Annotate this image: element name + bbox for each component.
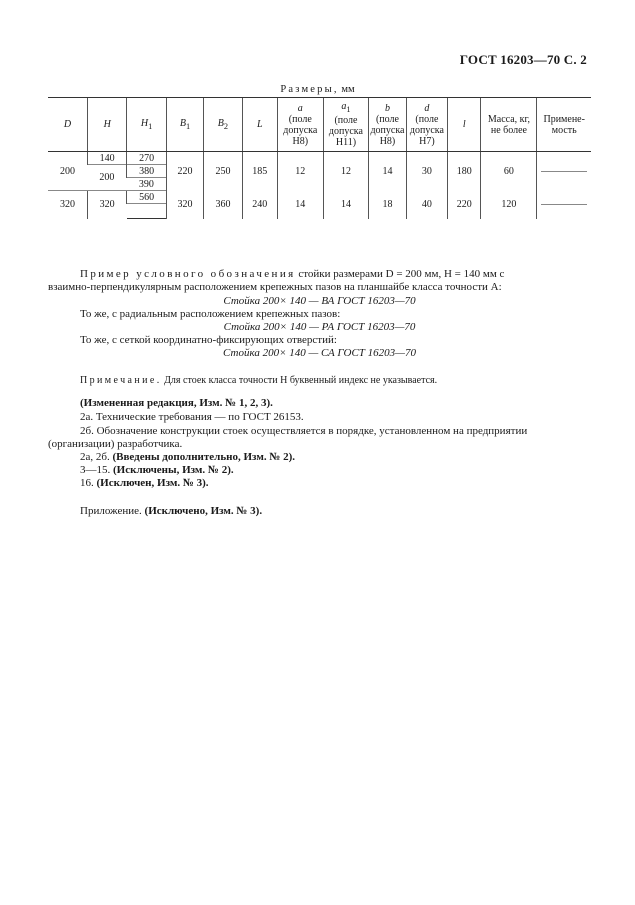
header-B1: $B_1$ bbox=[166, 98, 203, 152]
cell-use bbox=[537, 191, 591, 219]
paragraph-3-15: 3—15. (Исключены, Изм. № 2). bbox=[80, 464, 234, 476]
paragraph-appendix: Приложение. (Исключено, Изм. № 3). bbox=[80, 505, 263, 517]
cell-L: 240 bbox=[242, 191, 277, 219]
caption-label: Размеры, bbox=[280, 84, 339, 95]
cell-l: 220 bbox=[448, 191, 481, 219]
note-label: Примечание. bbox=[80, 375, 162, 386]
paragraph-2a: 2а. Технические требования — по ГОСТ 26153. bbox=[80, 411, 304, 423]
header-H1: $H_1$ bbox=[127, 98, 166, 152]
cell-a1: 14 bbox=[323, 191, 369, 219]
cell-d: 30 bbox=[406, 152, 448, 191]
cell-D: 320 bbox=[48, 191, 87, 219]
cell-H: 140 bbox=[87, 152, 126, 165]
table-row bbox=[48, 152, 591, 165]
dash-mark bbox=[541, 204, 587, 205]
cell-H1: 560 bbox=[127, 191, 166, 204]
cell-use bbox=[537, 152, 591, 191]
cell-l: 180 bbox=[448, 152, 481, 191]
designation-2: Стойка 200× 140 — РА ГОСТ 16203—70 bbox=[223, 321, 416, 333]
header-use: Примене- мость bbox=[537, 98, 591, 152]
header-a: a (поле допуска H8) bbox=[277, 98, 323, 152]
cell-H: 320 bbox=[87, 191, 126, 219]
cell-H1: 380 bbox=[127, 165, 166, 178]
paragraph-16: 16. (Исключен, Изм. № 3). bbox=[80, 477, 209, 489]
header-l: l bbox=[448, 98, 481, 152]
cell-d: 40 bbox=[406, 191, 448, 219]
note-text: Для стоек класса точности Н буквенный индекс не указывается. bbox=[161, 375, 438, 386]
cell-H1-empty bbox=[127, 204, 166, 219]
header-b: b (поле допуска H8) bbox=[369, 98, 406, 152]
example-line-1 bbox=[48, 268, 591, 281]
dimensions-table bbox=[48, 97, 591, 219]
cell-b: 18 bbox=[369, 191, 406, 219]
note bbox=[48, 374, 591, 387]
cell-B2: 250 bbox=[204, 152, 242, 191]
example-label: Пример условного обозначения bbox=[80, 268, 296, 280]
cell-mass: 120 bbox=[481, 191, 537, 219]
paragraph-2b-line2: (организации) разработчика. bbox=[48, 438, 183, 450]
table-caption bbox=[0, 84, 635, 95]
designation-3: Стойка 200× 140 — СА ГОСТ 16203—70 bbox=[223, 347, 416, 359]
table-header-row bbox=[48, 98, 591, 152]
cell-B2: 360 bbox=[204, 191, 242, 219]
paragraph-revision: (Измененная редакция, Изм. № 1, 2, 3). bbox=[80, 397, 273, 409]
caption-unit: мм bbox=[341, 84, 355, 95]
example-rest: стойки размерами D = 200 мм, H = 140 мм с bbox=[295, 268, 505, 280]
header-L: L bbox=[242, 98, 277, 152]
cell-mass: 60 bbox=[481, 152, 537, 191]
cell-H: 200 bbox=[87, 165, 126, 191]
dash-mark bbox=[541, 171, 587, 172]
cell-D: 200 bbox=[59, 165, 75, 177]
cell-a: 12 bbox=[277, 152, 323, 191]
header-D: D bbox=[48, 98, 87, 152]
paragraph-2b-line1: 2б. Обозначение конструкции стоек осуществляется в порядке, установленном на предприятии bbox=[80, 425, 528, 437]
cell-L: 185 bbox=[242, 152, 277, 191]
header-H: H bbox=[87, 98, 126, 152]
example-line-2: взаимно-перпендикулярным расположением крепежных пазов на планшайбе класса точности А: bbox=[48, 281, 502, 293]
same-line-2: То же, с радиальным расположением крепежных пазов: bbox=[80, 308, 341, 320]
header-mass: Масса, кг, не более bbox=[481, 98, 537, 152]
same-line-3: То же, с сеткой координатно-фиксирующих отверстий: bbox=[80, 334, 337, 346]
cell-H1: 270 bbox=[127, 152, 166, 165]
header-a1: $a_1$ (поле допуска H11) bbox=[323, 98, 369, 152]
cell-B1: 320 bbox=[166, 191, 203, 219]
cell-b: 14 bbox=[369, 152, 406, 191]
header-B2: $B_2$ bbox=[204, 98, 242, 152]
cell-H1: 390 bbox=[127, 178, 166, 191]
page-header: ГОСТ 16203—70 С. 2 bbox=[459, 52, 587, 67]
paragraph-2a-2b: 2а, 2б. (Введены дополнительно, Изм. № 2). bbox=[80, 451, 296, 463]
header-d: d (поле допуска H7) bbox=[406, 98, 448, 152]
table-row bbox=[48, 191, 591, 204]
cell-B1: 220 bbox=[166, 152, 203, 191]
designation-1: Стойка 200× 140 — ВА ГОСТ 16203—70 bbox=[223, 295, 416, 307]
cell-a: 14 bbox=[277, 191, 323, 219]
cell-a1: 12 bbox=[323, 152, 369, 191]
